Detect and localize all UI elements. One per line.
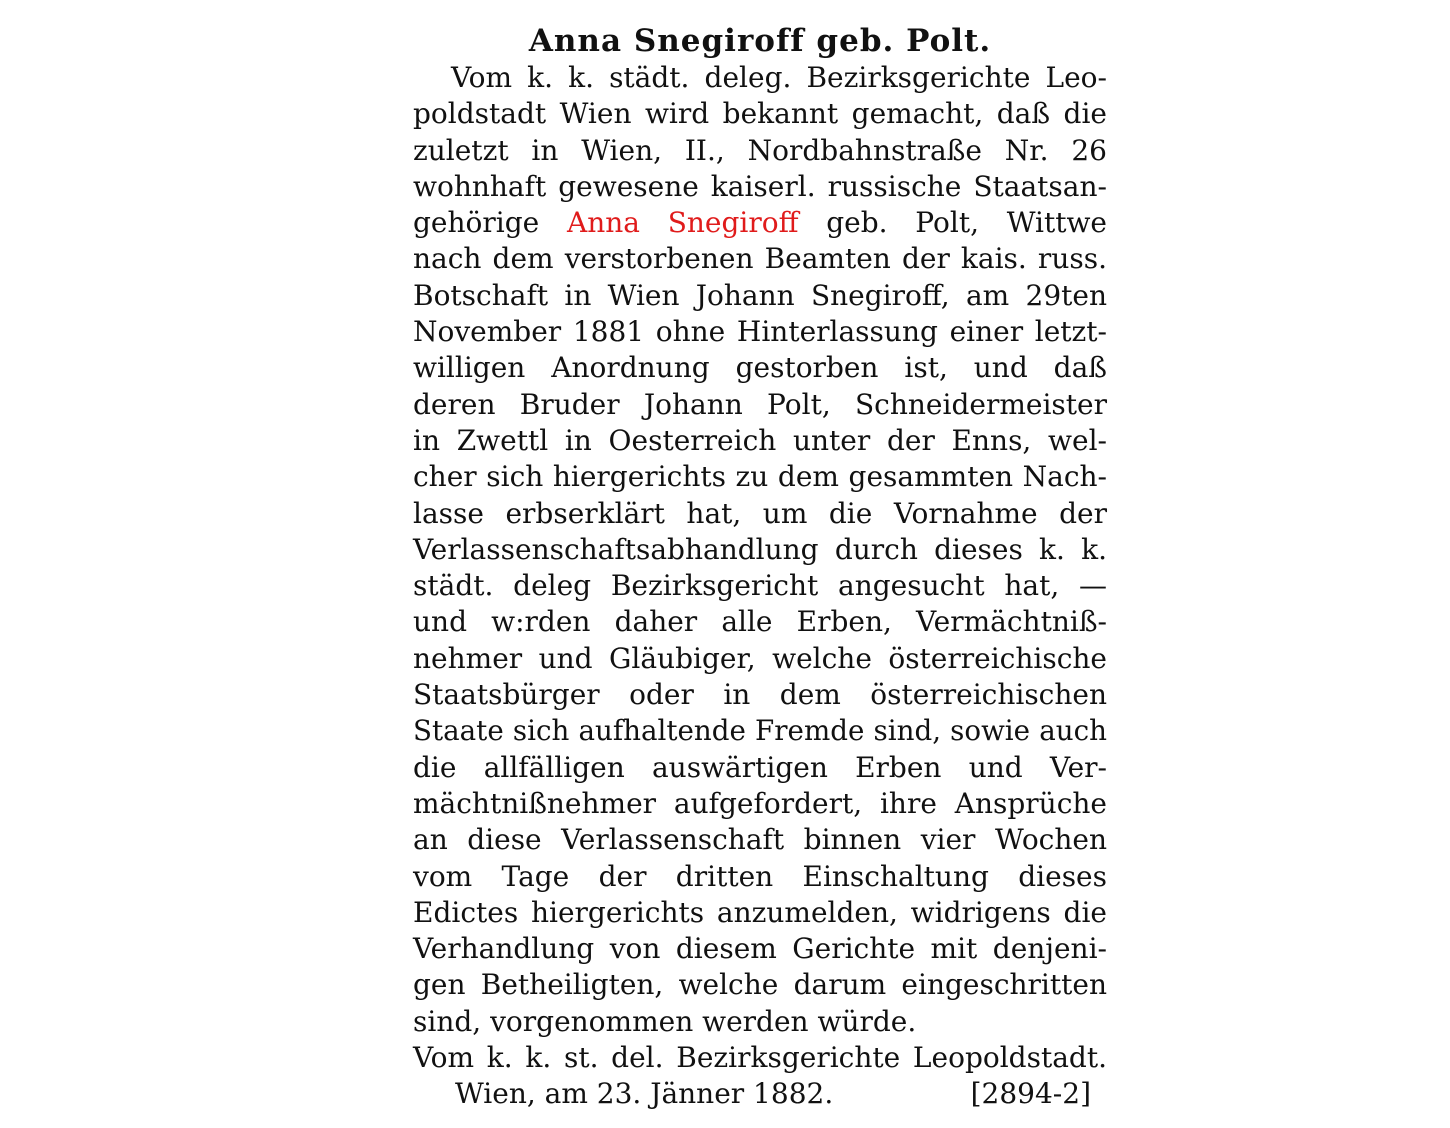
notice-body	[413, 60, 1107, 1040]
highlighted-name: Anna Snegiroff	[566, 206, 799, 240]
notice-date: Wien, am 23. Jänner 1882.	[455, 1077, 834, 1111]
body-line: lasse erbserklärt hat, um die Vornahme der	[413, 496, 1107, 530]
body-line: an diese Verlassenschaft binnen vier Wochen	[413, 823, 1107, 857]
body-line: Botschaft in Wien Johann Snegiroff, am 29ten	[413, 278, 1107, 312]
body-line: Vom k. k. städt. deleg. Bezirksgerichte Leo-	[451, 61, 1107, 94]
body-line: die allfälligen auswärtigen Erben und Ver-	[413, 750, 1107, 784]
body-line: cher sich hiergerichts zu dem gesammten Nach-	[413, 460, 1107, 494]
court-signature: Vom k. k. st. del. Bezirksgerichte Leopoldstadt.	[413, 1041, 1107, 1075]
body-line: Staate sich aufhaltende Fremde sind, sowie auch	[413, 714, 1107, 748]
body-line: Verhandlung von diesem Gerichte mit denjeni-	[413, 932, 1107, 966]
body-line: gen Betheiligten, welche darum eingeschritten	[413, 968, 1107, 1002]
dateline	[413, 1076, 1107, 1112]
body-line: Staatsbürger oder in dem österreichischen	[413, 678, 1107, 712]
body-line: städt. deleg Bezirksgericht angesucht hat, —	[413, 569, 1107, 603]
body-line: willigen Anordnung gestorben ist, und daß	[413, 351, 1107, 385]
body-line: nehmer und Gläubiger, welche österreichische	[413, 641, 1107, 675]
body-line: poldstadt Wien wird bekannt gemacht, daß die	[413, 97, 1107, 131]
body-line: Edictes hiergerichts anzumelden, widrigens die	[413, 895, 1107, 929]
body-text: geb. Polt, Wittwe	[798, 206, 1107, 240]
reference-number: [2894-2]	[970, 1077, 1091, 1111]
body-line: sind, vorgenommen werden würde.	[413, 1004, 917, 1038]
body-line: vom Tage der dritten Einschaltung dieses	[413, 859, 1107, 893]
body-line: deren Bruder Johann Polt, Schneidermeister	[413, 387, 1107, 421]
body-line: nach dem verstorbenen Beamten der kais. russ.	[413, 242, 1107, 276]
body-text: gehörige	[413, 206, 567, 240]
edict-notice	[413, 22, 1107, 1113]
body-line: wohnhaft gewesene kaiserl. russische Staatsan-	[413, 169, 1107, 203]
body-line: Verlassenschaftsabhandlung durch dieses k. k.	[413, 532, 1107, 566]
body-line: mächtnißnehmer aufgefordert, ihre Ansprüche	[413, 786, 1107, 820]
body-line: und w:rden daher alle Erben, Vermächtniß-	[413, 605, 1107, 639]
body-line	[413, 205, 1107, 241]
body-line: in Zwettl in Oesterreich unter der Enns, wel-	[413, 423, 1107, 457]
body-line: zuletzt in Wien, II., Nordbahnstraße Nr. 26	[413, 133, 1107, 167]
notice-title: Anna Snegiroff geb. Polt.	[528, 23, 992, 59]
body-line: November 1881 ohne Hinterlassung einer letzt-	[413, 315, 1107, 349]
